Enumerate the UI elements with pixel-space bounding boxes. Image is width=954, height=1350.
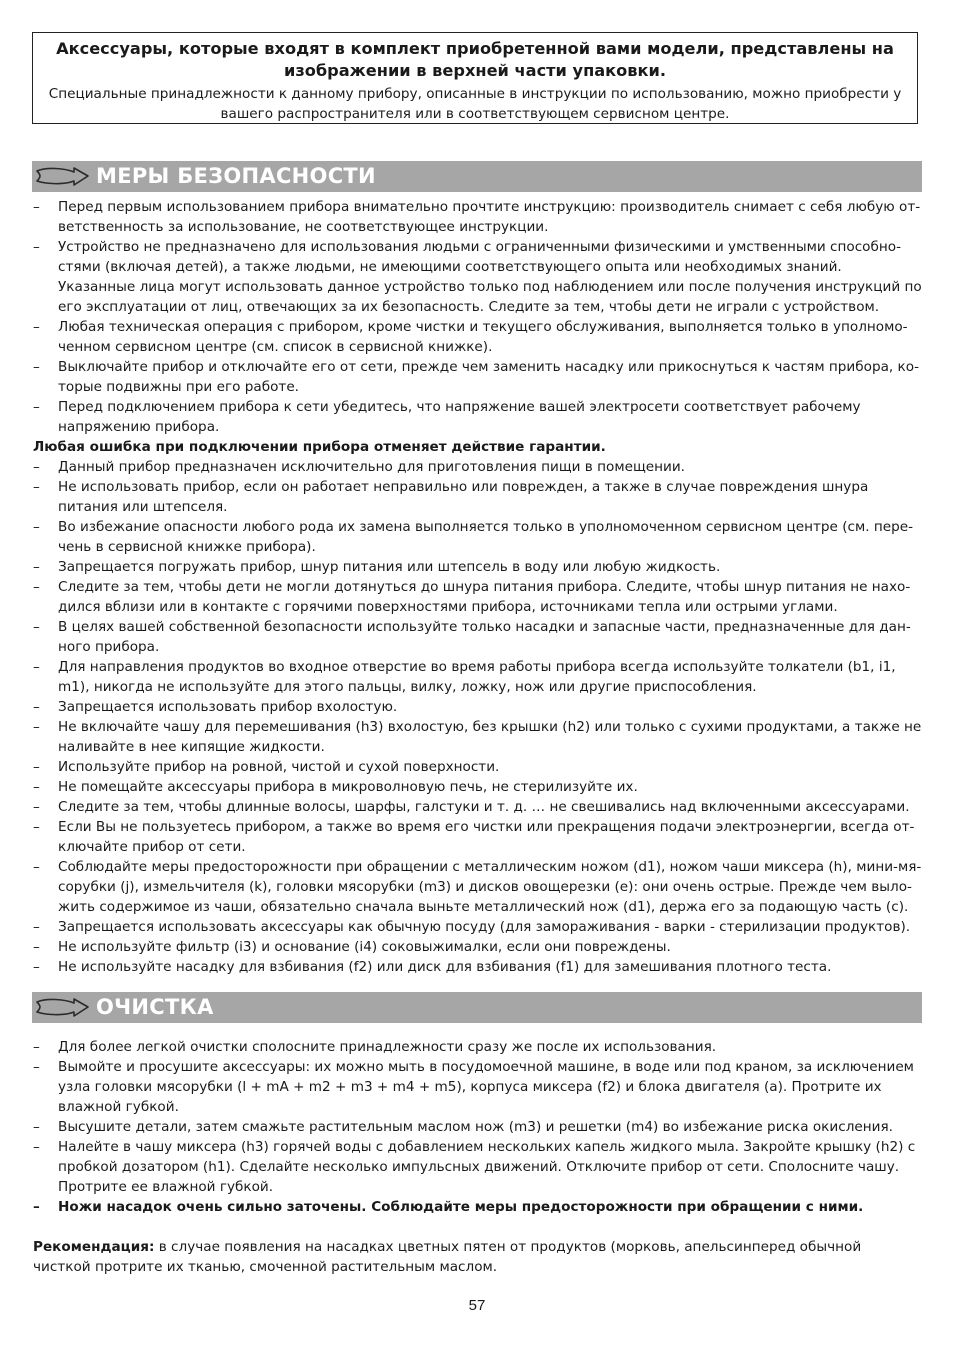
safety-item: – Устройство не предназначено для использования людьми с ограниченными физическими и умственными способностями (включая детей), а также людьми, не имеющими соответствующего опыта или необходимых знаний. Указанные лица могут использовать данное устройство только под наблюдением или после получения инструкций по его эксплуатации от лиц, отвечающих за их безопасность. Следите за тем, чтобы дети не играли с устройством. <box>33 237 923 317</box>
safety-item: – Соблюдайте меры предосторожности при обращении с металлическим ножом (d1), ножом чаши миксера (h), мини-мясорубки (j), измельчителя (k), головки мясорубки (m3) и дисков овощерезки (e): они очень острые. Прежде чем выложить содержимое из чаши, обязательно сначала выньте металлический нож (d1), держа его за подающую часть (c). <box>33 857 923 917</box>
safety-title: МЕРЫ БЕЗОПАСНОСТИ <box>96 164 376 188</box>
notice-title: Аксессуары, которые входят в комплект приобретенной вами модели, представлены на изображении в верхней части упаковки. <box>56 39 894 80</box>
safety-list-a <box>33 197 923 437</box>
cleaning-list <box>33 1037 923 1197</box>
warranty-note: Любая ошибка при подключении прибора отменяет действие гарантии. <box>33 439 606 455</box>
recommendation <box>33 1237 923 1277</box>
cleaning-title: ОЧИСТКА <box>96 995 214 1019</box>
cleaning-section-header <box>32 992 922 1023</box>
safety-item: – Если Вы не пользуетесь прибором, а также во время его чистки или прекращения подачи электроэнергии, всегда отключайте прибор от сети. <box>33 817 923 857</box>
safety-section-header <box>32 161 922 192</box>
page-number: 57 <box>468 1297 486 1314</box>
cleaning-warning: – Ножи насадок очень сильно заточены. Соблюдайте меры предосторожности при обращении с ними. <box>33 1197 923 1217</box>
safety-item: – Не включайте чашу для перемешивания (h3) вхолостую, без крышки (h2) или только с сухими продуктами, а также не наливайте в нее кипящие жидкости. <box>33 717 923 757</box>
safety-item: – Следите за тем, чтобы дети не могли дотянуться до шнура питания прибора. Следите, чтобы шнур питания не находился вблизи или в контакте с горячими поверхностями прибора, источниками тепла или острыми углами. <box>33 577 923 617</box>
safety-item: – Используйте прибор на ровной, чистой и сухой поверхности. <box>33 757 923 777</box>
cleaning-item: – Налейте в чашу миксера (h3) горячей воды с добавлением нескольких капель жидкого мыла. Закройте крышку (h2) с пробкой дозатором (h1). Сделайте несколько импульсных движений. Отключите прибор от сети. Сполосните чашу. Протрите ее влажной губкой. <box>33 1137 923 1197</box>
safety-item: – Данный прибор предназначен исключительно для приготовления пищи в помещении. <box>33 457 923 477</box>
cleaning-content <box>33 1037 923 1277</box>
safety-item: – Перед первым использованием прибора внимательно прочтите инструкцию: производитель снимает с себя любую ответственность за использование, не соответствующее инструкции. <box>33 197 923 237</box>
safety-item: – Следите за тем, чтобы длинные волосы, шарфы, галстуки и т. д. … не свешивались над включенными аксессуарами. <box>33 797 923 817</box>
arrow-icon <box>34 994 90 1021</box>
arrow-icon <box>34 163 90 190</box>
safety-item: – Не используйте фильтр (i3) и основание (i4) соковыжималки, если они повреждены. <box>33 937 923 957</box>
safety-item: – Выключайте прибор и отключайте его от сети, прежде чем заменить насадку или прикоснуться к частям прибора, которые подвижны при его работе. <box>33 357 923 397</box>
accessories-notice <box>32 32 918 124</box>
recommendation-label: Рекомендация: <box>33 1239 155 1255</box>
cleaning-item: – Вымойте и просушите аксессуары: их можно мыть в посудомоечной машине, в воде или под краном, за исключением узла головки мясорубки (l + mA + m2 + m3 + m4 + m5), корпуса миксера (f2) и блока двигателя (a). Протрите их влажной губкой. <box>33 1057 923 1117</box>
recommendation-text: в случае появления на насадках цветных пятен от продуктов (морковь, апельсинперед обычной чисткой протрите их тканью, смоченной растительным маслом. <box>33 1239 862 1275</box>
safety-item: – Для направления продуктов во входное отверстие во время работы прибора всегда используйте толкатели (b1, i1, m1), никогда не используйте для этого пальцы, вилку, ложку, нож или другие приспособления. <box>33 657 923 697</box>
safety-item: – Не использовать прибор, если он работает неправильно или поврежден, а также в случае повреждения шнура питания или штепселя. <box>33 477 923 517</box>
safety-list-b <box>33 457 923 977</box>
notice-subtitle: Специальные принадлежности к данному прибору, описанные в инструкции по использованию, можно приобрести у вашего распространителя или в соответствующем сервисном центре. <box>48 86 902 122</box>
safety-item: – Запрещается использовать прибор вхолостую. <box>33 697 923 717</box>
safety-item: – Любая техническая операция с прибором, кроме чистки и текущего обслуживания, выполняется только в уполномоченном сервисном центре (см. список в сервисной книжке). <box>33 317 923 357</box>
safety-item: – Запрещается использовать аксессуары как обычную посуду (для замораживания - варки - стерилизации продуктов). <box>33 917 923 937</box>
safety-content <box>33 197 923 977</box>
safety-item: – Не помещайте аксессуары прибора в микроволновую печь, не стерилизуйте их. <box>33 777 923 797</box>
cleaning-warning-list <box>33 1197 923 1217</box>
safety-item: – Не используйте насадку для взбивания (f2) или диск для взбивания (f1) для замешивания плотного теста. <box>33 957 923 977</box>
cleaning-item: – Высушите детали, затем смажьте растительным маслом нож (m3) и решетки (m4) во избежание риска окисления. <box>33 1117 923 1137</box>
cleaning-item: – Для более легкой очистки сполосните принадлежности сразу же после их использования. <box>33 1037 923 1057</box>
safety-item: – Перед подключением прибора к сети убедитесь, что напряжение вашей электросети соответствует рабочему напряжению прибора. <box>33 397 923 437</box>
safety-item: – Запрещается погружать прибор, шнур питания или штепсель в воду или любую жидкость. <box>33 557 923 577</box>
safety-item: – В целях вашей собственной безопасности используйте только насадки и запасные части, предназначенные для данного прибора. <box>33 617 923 657</box>
safety-item: – Во избежание опасности любого рода их замена выполняется только в уполномоченном сервисном центре (см. перечень в сервисной книжке прибора). <box>33 517 923 557</box>
